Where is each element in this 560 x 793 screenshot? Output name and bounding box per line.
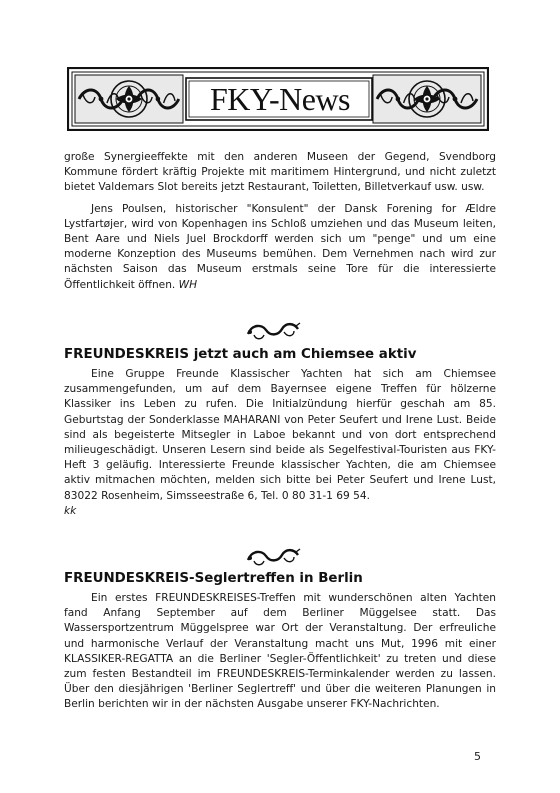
section-berlin (64, 570, 496, 713)
section-body: Eine Gruppe Freunde Klassischer Yachten hat sich am Chiemsee zusammengefunden, um auf dem Bayernsee eigene Treffen für hölzerne Klassiker ins Leben zu rufen. Die Initialzündung hierfür geschah am 85. Geburtstag der Sonderklasse MAHARANI von Peter Seufert und Irene Lust. Beide sind als begeisterte Mitsegler in Laboe bekannt und von dort entsprechend milieugeschädigt. Unseren Lesern sind beide als Segelfestival-Touristen aus FKY-Heft 3 geläufig. Interessierte Freunde klassischer Yachten, die am Chiemsee aktiv mitmachen möchten, melden sich bitte bei Peter Seufert und Irene Lust, 83022 Rosenheim, Simsseestraße 6, Tel. 0 80 31-1 69 54. (64, 368, 496, 502)
article-paragraph: große Synergieeffekte mit den anderen Museen der Gegend, Svendborg Kommune fördert kräftig Projekte mit maritimem Hintergrund, und nicht zuletzt bietet Valdemars Slot bereits jetzt Restaurant, Toiletten, Billetverkauf usw. usw. (64, 151, 496, 194)
rosette-ornament-icon (75, 75, 183, 123)
masthead-banner (67, 67, 489, 131)
section-heading: FREUNDESKREIS-Seglertreffen in Berlin (64, 571, 363, 586)
continued-article (64, 150, 496, 293)
seahorse-ornament-icon (244, 320, 302, 342)
section-body: Ein erstes FREUNDESKREISES-Treffen mit wunderschönen alten Yachten fand Anfang September auf dem Berliner Müggelsee statt. Das Wassersportzentrum Müggelspree war Ort der Veranstaltung. Der erfreuliche und harmonische Verlauf der Veranstaltung macht uns Mut, 1996 mit einer KLASSIKER-REGATTA an die Berliner 'Segler-Öffentlichkeit' zu treten und diese zum festen Bestandteil im FREUNDESKREIS-Terminkalender werden zu lassen. Über den diesjährigen 'Berliner Seglertreff' und über die weiteren Planungen in Berlin berichten wir in der nächsten Ausgabe unserer FKY-Nachrichten. (64, 592, 496, 711)
section-heading: FREUNDESKREIS jetzt auch am Chiemsee aktiv (64, 347, 417, 362)
article-paragraph (64, 202, 496, 293)
masthead-title: FKY-News (210, 80, 350, 117)
rosette-ornament-icon (373, 75, 481, 123)
seahorse-ornament-icon (244, 546, 302, 568)
article-paragraph-text: Jens Poulsen, historischer "Konsulent" der Dansk Forening for Ældre Lystfartøjer, wird von Kopenhagen ins Schloß umziehen und das Museum leiten, Bent Aare und Niels Juel Brockdorff werden sich um "penge" und um eine moderne Konzeption des Museums bemühen. Dem Vernehmen nach wird zur nächsten Saison das Museum erstmals seine Tore für die interessierte Öffentlichkeit öffnen. (64, 202, 496, 291)
page-number: 5 (474, 750, 481, 763)
author-signature: kk (64, 504, 77, 517)
author-signature: WH (178, 278, 198, 291)
section-chiemsee (64, 346, 496, 519)
